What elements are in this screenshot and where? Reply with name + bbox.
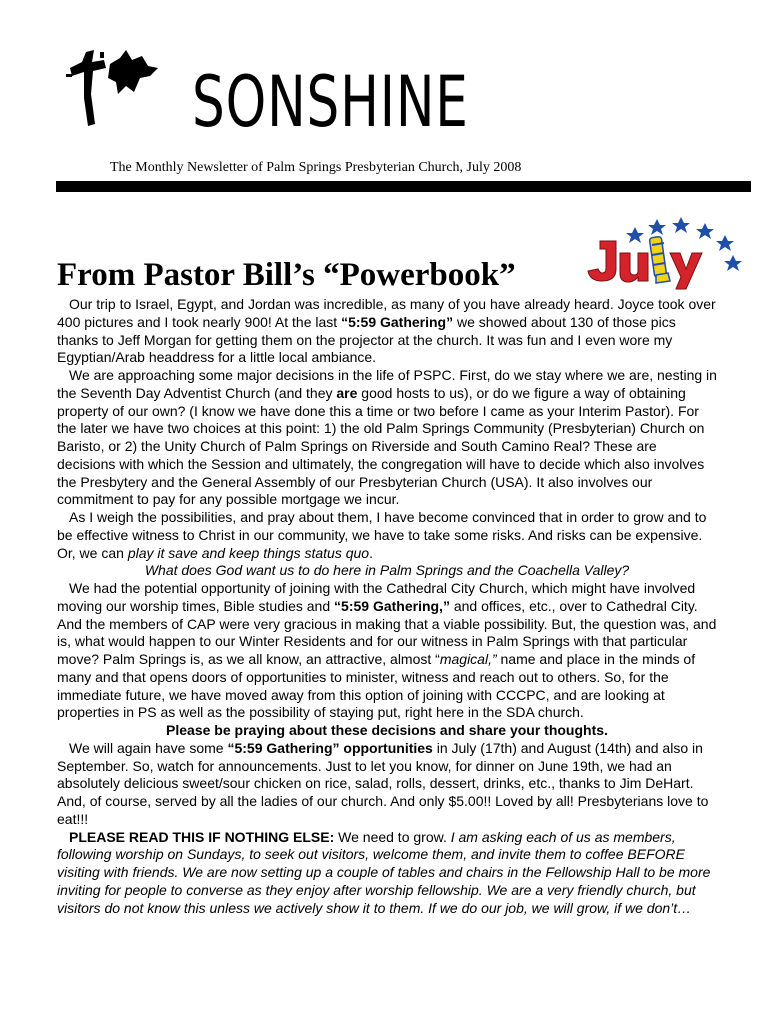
paragraph-risks: As I weigh the possibilities, and pray about them, I have become convinced that in order to grow and to be effective witness to Christ in our community, we have to take some risks. And risks can be expensive. Or, we can play it save and keep things status quo. bbox=[57, 509, 707, 561]
paragraph-decisions: We are approaching some major decisions in the life of PSPC. First, do we stay where we are, nesting in the Seventh Day Adventist Church (and they are good hosts to us), or do we figure a way of obtaining property of our own? (I know we have done this a time or two before I came as your Interim Pastor). For the later we have two choices at this point: 1) the old Palm Springs Community (Presbyterian) Church on Baristo, or 2) the Unity Church of Palm Springs on Riverside and South Camino Real? These are decisions with which the Session and ultimately, the congregation will have to decide which also involves the Presbytery and the General Assembly of our Presbyterian Church (USA). It also involves our commitment to pay for any possible mortgage we incur. bbox=[57, 367, 717, 508]
cross-and-dove-logo-icon bbox=[60, 48, 160, 128]
paragraph-please-read: PLEASE READ THIS IF NOTHING ELSE: We need to grow. I am asking each of us as members, following worship on Sundays, to seek out visitors, welcome them, and invite them to coffee BEFORE visiting with friends. We are now setting up a couple of tables and chairs in the Fellowship Hall to be more inviting for people to converse as they enjoy after worship fellowship. We are a very friendly church, but visitors do not know this unless we actively show it to them. If we do our job, we will grow, if we don’t… bbox=[57, 828, 711, 916]
newsletter-masthead: SONSHINE bbox=[192, 61, 469, 143]
july-clipart-icon bbox=[572, 215, 744, 291]
paragraph-gathering: We will again have some “5:59 Gathering” opportunities in July (17th) and August (14th) and also in September. So, watch for announcements. Just to let you know, for dinner on June 19th, we had an absolutely delicious sweet/sour chicken on rice, salad, rolls, dessert, drinks, etc., thanks to Jim DeHart. And, of course, served by all the ladies of our church. And only $5.00!! Loved by all! Presbyterians love to eat!!! bbox=[57, 739, 709, 827]
paragraph-trip: Our trip to Israel, Egypt, and Jordan was incredible, as many of you have already heard. Joyce took over 400 pictures and I took nearly 900! At the last “5:59 Gathering” we showed about 130 of those pics thanks to Jeff Morgan for getting them on the projector at the church. It was fun and I even wore my Egyptian/Arab headdress for a little local ambiance. bbox=[57, 296, 716, 366]
question-line: What does God want us to do here in Palm Springs and the Coachella Valley? bbox=[144, 562, 630, 579]
article-headline: From Pastor Bill’s “Powerbook” bbox=[57, 257, 516, 293]
paragraph-cathedral-city: We had the potential opportunity of joining with the Cathedral City Church, which might have involved moving our worship times, Bible studies and “5:59 Gathering,” and offices, etc., over to Cathedral City. And the members of CAP were very gracious in making that a viable possibility. But, the question was, and is, what would happen to our Winter Residents and for our witness in Palm Springs with that particular move? Palm Springs is, as we all know, an attractive, almost “magical,” name and place in the minds of many and that opens doors of opportunities to minister, witness and reach out to others. So, for the immediate future, we have moved away from this option of joining with CCCPC, and are looking at properties in PS as well as the possibility of staying put, right here in the SDA church. bbox=[57, 580, 717, 721]
newsletter-subtitle: The Monthly Newsletter of Palm Springs Presbyterian Church, July 2008 bbox=[110, 160, 522, 175]
masthead-divider bbox=[56, 181, 751, 192]
prayer-request-line: Please be praying about these decisions and share your thoughts. bbox=[166, 722, 608, 738]
pastor-article bbox=[57, 296, 717, 917]
